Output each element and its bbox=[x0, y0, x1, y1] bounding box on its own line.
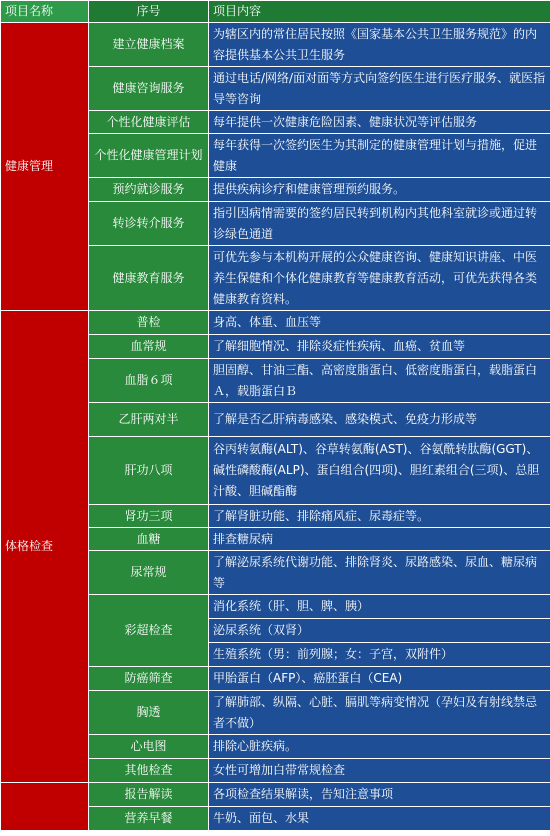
item-name: 肝功八项 bbox=[89, 437, 209, 505]
item-desc: 甲胎蛋白（AFP）、癌胚蛋白（CEA) bbox=[209, 667, 550, 691]
item-name: 其他检查 bbox=[89, 759, 209, 783]
table-row bbox=[1, 783, 550, 807]
item-desc: 排除心脏疾病。 bbox=[209, 735, 550, 759]
item-name: 健康教育服务 bbox=[89, 246, 209, 311]
item-name: 预约就诊服务 bbox=[89, 178, 209, 202]
item-name: 心电图 bbox=[89, 735, 209, 759]
item-name: 血常规 bbox=[89, 335, 209, 359]
item-name: 肾功三项 bbox=[89, 505, 209, 528]
item-desc: 了解肾脏功能、排除痛风症、尿毒症等。 bbox=[209, 505, 550, 528]
item-name: 血脂６项 bbox=[89, 359, 209, 403]
item-desc: 女性可增加白带常规检查 bbox=[209, 759, 550, 783]
item-name: 健康咨询服务 bbox=[89, 67, 209, 111]
item-desc: 泌尿系统（双肾） bbox=[209, 619, 550, 643]
category-health-management: 健康管理 bbox=[1, 23, 89, 311]
item-name: 胸透 bbox=[89, 691, 209, 735]
item-desc: 生殖系统（男：前列腺；女：子宫，双附件） bbox=[209, 643, 550, 667]
item-desc: 身高、体重、血压等 bbox=[209, 311, 550, 335]
item-desc: 可优先参与本机构开展的公众健康咨询、健康知识讲座、中医养生保健和个体化健康教育等健康教育活动，可优先获得各类健康教育资料。 bbox=[209, 246, 550, 311]
item-name: 血糖 bbox=[89, 528, 209, 551]
item-desc: 消化系统（肝、胆、脾、胰） bbox=[209, 595, 550, 619]
item-desc: 了解是否乙肝病毒感染、感染模式、免疫力形成等 bbox=[209, 403, 550, 437]
item-desc: 每年获得一次签约医生为其制定的健康管理计划与措施，促进健康 bbox=[209, 134, 550, 178]
item-desc: 了解肺部、纵隔、心脏、膈肌等病变情况（孕妇及有射线禁忌者不做） bbox=[209, 691, 550, 735]
item-name: 报告解读 bbox=[89, 783, 209, 807]
category-other bbox=[1, 783, 89, 831]
item-desc: 排查糖尿病 bbox=[209, 528, 550, 551]
item-name: 个性化健康评估 bbox=[89, 111, 209, 134]
item-desc: 提供疾病诊疗和健康管理预约服务。 bbox=[209, 178, 550, 202]
header-category: 项目名称 bbox=[1, 1, 89, 23]
item-desc: 每年提供一次健康危险因素、健康状况等评估服务 bbox=[209, 111, 550, 134]
item-desc: 谷丙转氨酶(ALT)、谷草转氨酶(AST)、谷氨酰转肽酶(GGT)、碱性磷酸酶(ALP)、蛋白组合(四项)、胆红素组合(三项)、总胆汁酸、胆碱酯酶 bbox=[209, 437, 550, 505]
item-name: 尿常规 bbox=[89, 551, 209, 595]
item-desc: 指引因病情需要的签约居民转到机构内其他科室就诊或通过转诊绿色通道 bbox=[209, 202, 550, 246]
item-name: 建立健康档案 bbox=[89, 23, 209, 67]
item-desc: 通过电话/网络/面对面等方式向签约医生进行医疗服务、就医指导等咨询 bbox=[209, 67, 550, 111]
item-name: 彩超检查 bbox=[89, 595, 209, 667]
item-desc: 了解细胞情况、排除炎症性疾病、血癌、贫血等 bbox=[209, 335, 550, 359]
header-content: 项目内容 bbox=[209, 1, 550, 23]
item-desc: 各项检查结果解读，告知注意事项 bbox=[209, 783, 550, 807]
item-desc: 胆固醇、甘油三酯、高密度脂蛋白、低密度脂蛋白，载脂蛋白Ａ，载脂蛋白Ｂ bbox=[209, 359, 550, 403]
item-desc: 了解泌尿系统代谢功能、排除肾炎、尿路感染、尿血、糖尿病等 bbox=[209, 551, 550, 595]
item-name: 普检 bbox=[89, 311, 209, 335]
item-name: 个性化健康管理计划 bbox=[89, 134, 209, 178]
item-name: 乙肝两对半 bbox=[89, 403, 209, 437]
item-name: 防癌筛查 bbox=[89, 667, 209, 691]
header-row bbox=[1, 1, 550, 23]
header-item: 序号 bbox=[89, 1, 209, 23]
category-physical-exam: 体格检查 bbox=[1, 311, 89, 783]
item-desc: 牛奶、面包、水果 bbox=[209, 807, 550, 831]
item-desc: 为辖区内的常住居民按照《国家基本公共卫生服务规范》的内容提供基本公共卫生服务 bbox=[209, 23, 550, 67]
table-row bbox=[1, 311, 550, 335]
table-row bbox=[1, 23, 550, 67]
item-name: 转诊转介服务 bbox=[89, 202, 209, 246]
item-name: 营养早餐 bbox=[89, 807, 209, 831]
